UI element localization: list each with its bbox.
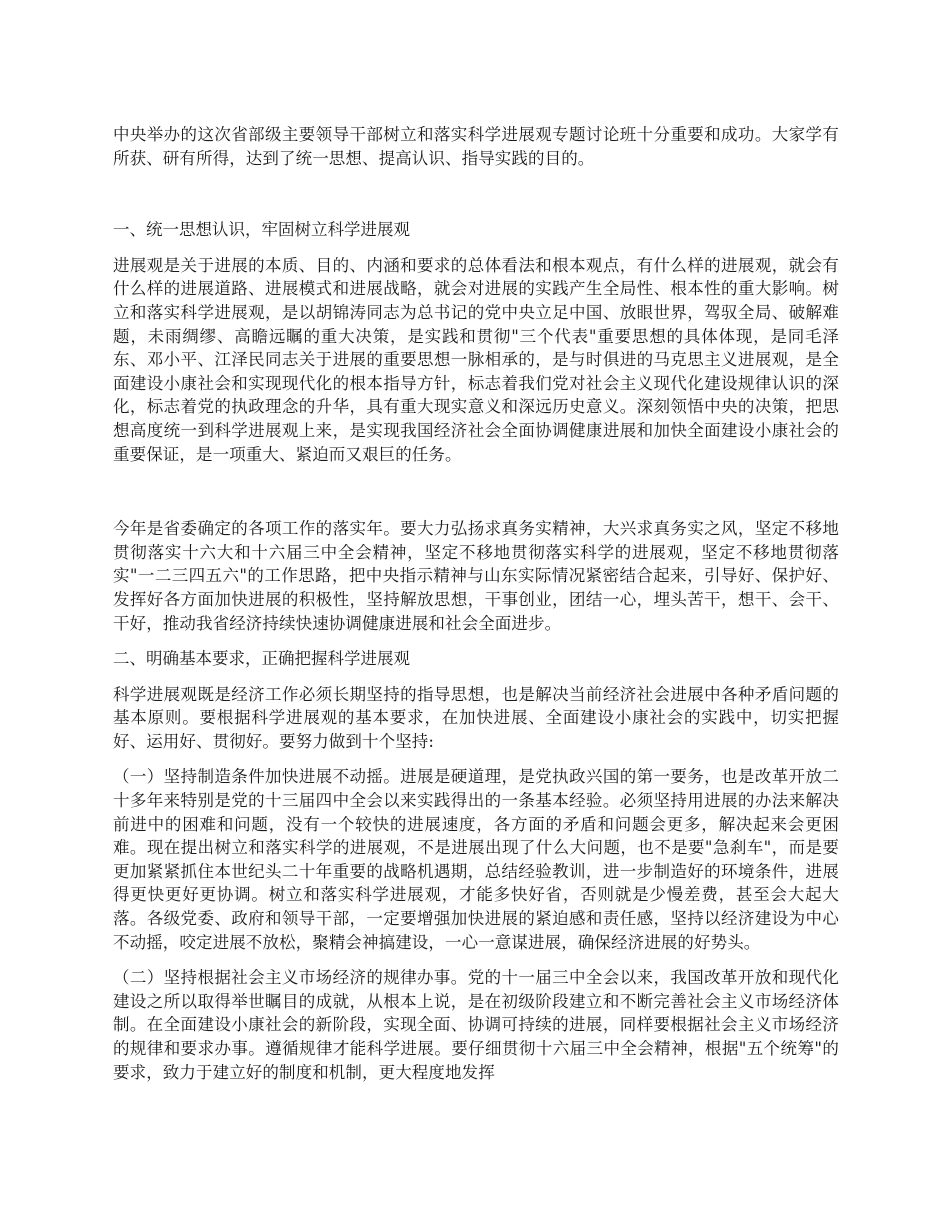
section-2-paragraph: 科学进展观既是经济工作必须长期坚持的指导思想，也是解决当前经济社会进展中各种矛盾问题的基本原则。要根据科学进展观的基本要求，在加快进展、全面建设小康社会的实践中，切实把握好、运用好、贯彻好。要努力做到十个坚持:	[113, 684, 839, 751]
document-page	[113, 118, 839, 1084]
item-2-paragraph: （二）坚持根据社会主义市场经济的规律办事。党的十一届三中全会以来，我国改革开放和现代化建设之所以取得举世瞩目的成就，从根本上说，是在初级阶段建立和不断完善社会主义市场经济体制。在全面建设小康社会的新阶段，实现全面、协调可持续的进展，同样要根据社会主义市场经济的规律和要求办事。遵循规律才能科学进展。要仔细贯彻十六届三中全会精神，根据"五个统筹"的要求，致力于建立好的制度和机制，更大程度地发挥	[113, 968, 839, 1082]
section-1-heading: 一、统一思想认识，牢固树立科学进展观	[113, 220, 410, 240]
section-1-paragraph: 进展观是关于进展的本质、目的、内涵和要求的总体看法和根本观点，有什么样的进展观，就会有什么样的进展道路、进展模式和进展战略，就会对进展的实践产生全局性、根本性的重大影响。树立和落实科学进展观，是以胡锦涛同志为总书记的党中央立足中国、放眼世界，驾驭全局、破解难题，未雨绸缪、高瞻远瞩的重大决策，是实践和贯彻"三个代表"重要思想的具体体现，是同毛泽东、邓小平、江泽民同志关于进展的重要思想一脉相承的，是与时俱进的马克思主义进展观，是全面建设小康社会和实现现代化的根本指导方针，标志着我们党对社会主义现代化建设规律认识的深化，标志着党的执政理念的升华，具有重大现实意义和深远历史意义。深刻领悟中央的决策，把思想高度统一到科学进展观上来，是实现我国经济社会全面协调健康进展和加快全面建设小康社会的重要保证，是一项重大、紧迫而又艰巨的任务。	[113, 255, 839, 464]
intro-paragraph: 中央举办的这次省部级主要领导干部树立和落实科学进展观专题讨论班十分重要和成功。大家学有所获、研有所得，达到了统一思想、提高认识、指导实践的目的。	[113, 125, 839, 168]
item-1-paragraph: （一）坚持制造条件加快进展不动摇。进展是硬道理，是党执政兴国的第一要务，也是改革开放二十多年来特别是党的十三届四中全会以来实践得出的一条基本经验。必须坚持用进展的办法来解决前进中的困难和问题，没有一个较快的进展速度，各方面的矛盾和问题会更多，解决起来会更困难。现在提出树立和落实科学的进展观，不是进展出现了什么大问题，也不是要"急刹车"，而是要更加紧紧抓住本世纪头二十年重要的战略机遇期，总结经验教训，进一步制造好的环境条件，进展得更快更好更协调。树立和落实科学进展观，才能多快好省，否则就是少慢差费，甚至会大起大落。各级党委、政府和领导干部，一定要增强加快进展的紧迫感和责任感，坚持以经济建设为中心不动摇，咬定进展不放松，聚精会神搞建设，一心一意谋进展，确保经济进展的好势头。	[113, 767, 839, 952]
section-1-paragraph-2: 今年是省委确定的各项工作的落实年。要大力弘扬求真务实精神，大兴求真务实之风，坚定不移地贯彻落实十六大和十六届三中全会精神，坚定不移地贯彻落实科学的进展观，坚定不移地贯彻落实"一二三四五六"的工作思路，把中央指示精神与山东实际情况紧密结合起来，引导好、保护好、发挥好各方面加快进展的积极性，坚持解放思想，干事创业，团结一心，埋头苦干，想干、会干、干好，推动我省经济持续快速协调健康进展和社会全面进步。	[113, 519, 839, 633]
section-2-heading: 二、明确基本要求，正确把握科学进展观	[113, 649, 410, 669]
